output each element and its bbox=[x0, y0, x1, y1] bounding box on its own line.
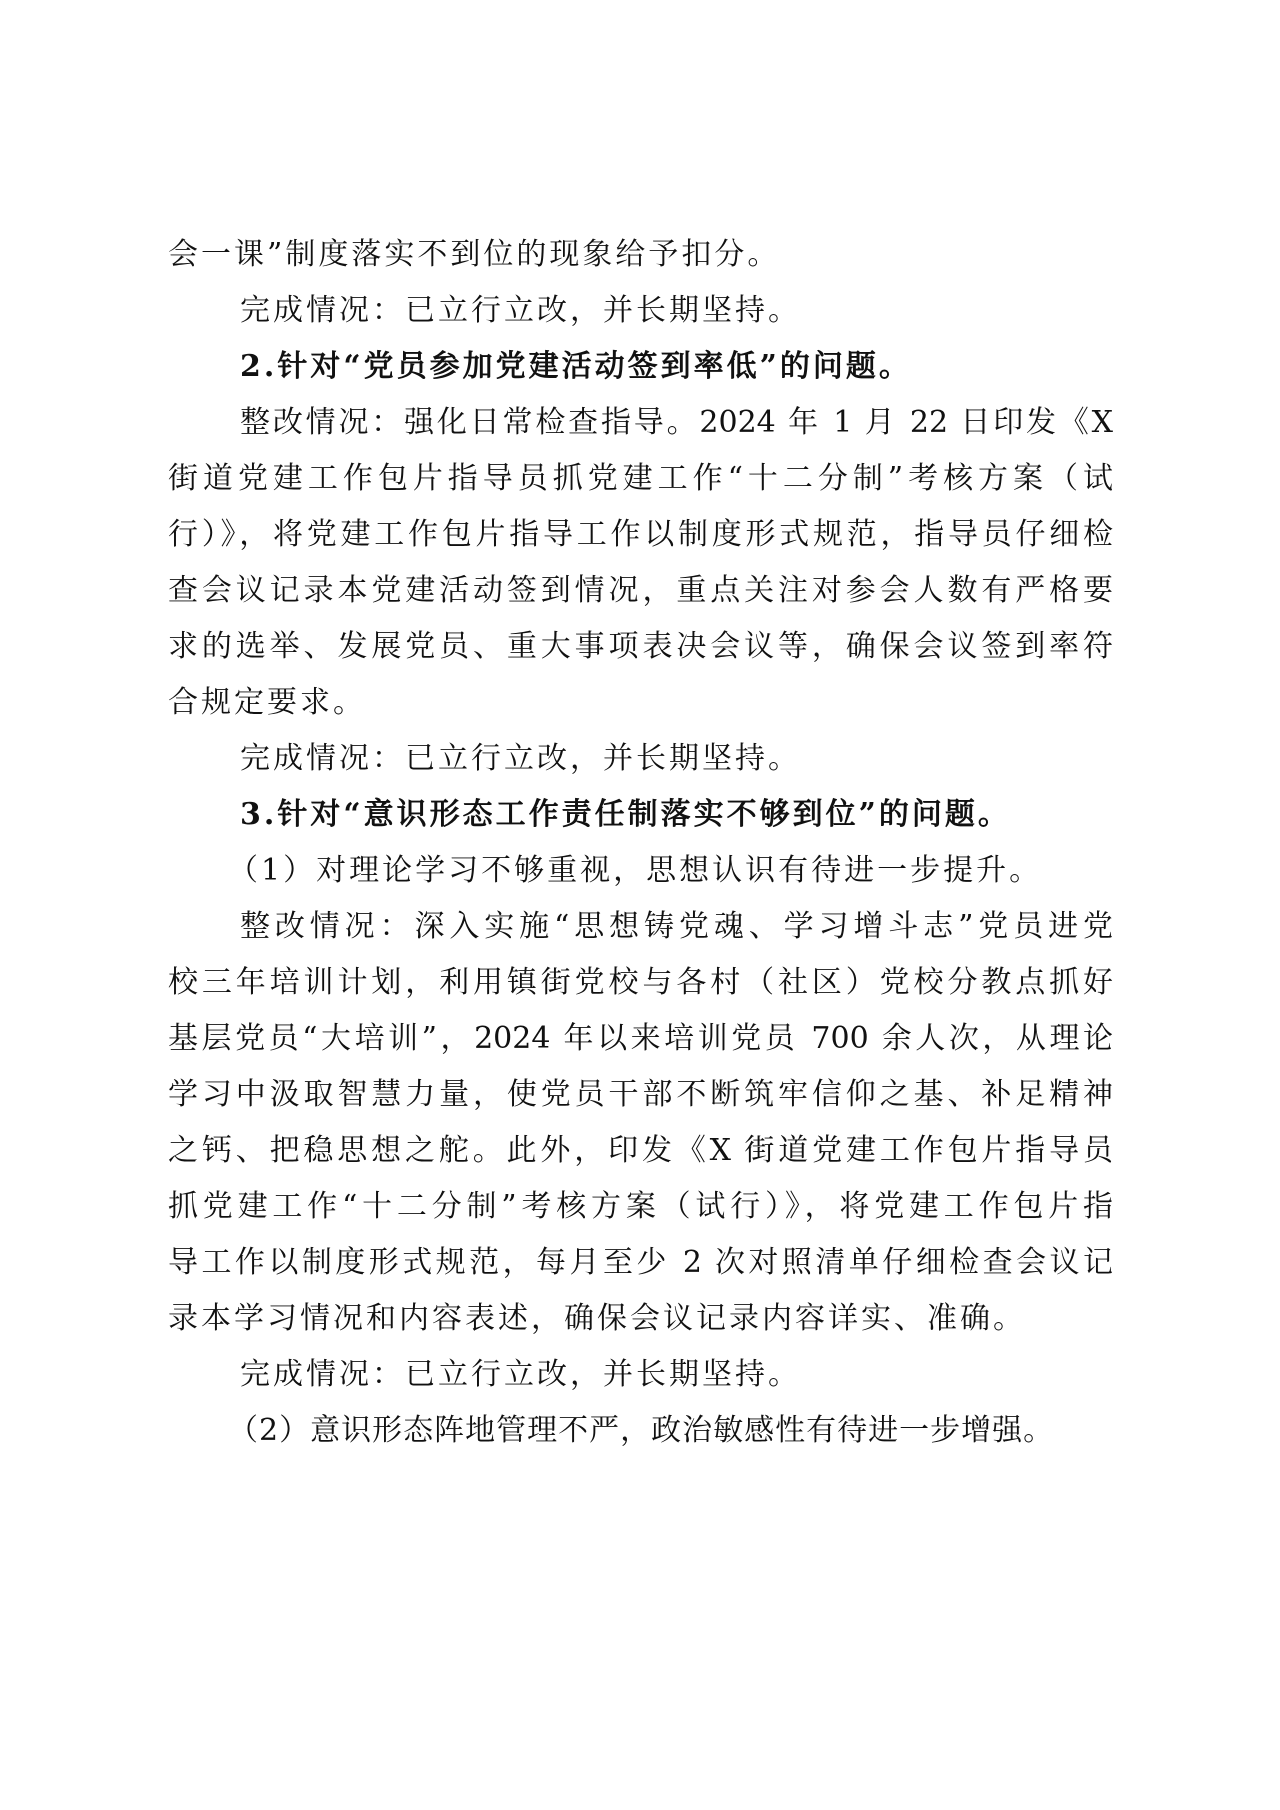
paragraph-line: 合规定要求。 bbox=[168, 685, 366, 720]
paragraph-line: 校三年培训计划，利用镇街党校与各村（社区）党校分教点抓好 bbox=[168, 965, 1113, 1000]
paragraph-line: 街道党建工作包片指导员抓党建工作“十二分制”考核方案（试 bbox=[168, 461, 1113, 496]
paragraph-line: 之钙、把稳思想之舵。此外，印发《X 街道党建工作包片指导员 bbox=[168, 1133, 1113, 1168]
section-heading-2: 2.针对“党员参加党建活动签到率低”的问题。 bbox=[240, 349, 912, 384]
paragraph-line: 查会议记录本党建活动签到情况，重点关注对参会人数有严格要 bbox=[168, 573, 1113, 608]
subsection-heading-2: （2）意识形态阵地管理不严，政治敏感性有待进一步增强。 bbox=[228, 1413, 1055, 1448]
paragraph-line: 导工作以制度形式规范，每月至少 2 次对照清单仔细检查会议记 bbox=[168, 1245, 1113, 1280]
completion-status-line: 完成情况：已立行立改，并长期坚持。 bbox=[240, 293, 801, 328]
paragraph-line: 学习中汲取智慧力量，使党员干部不断筑牢信仰之基、补足精神 bbox=[168, 1077, 1113, 1112]
completion-status-line: 完成情况：已立行立改，并长期坚持。 bbox=[240, 1357, 801, 1392]
paragraph-line: 整改情况：深入实施“思想铸党魂、学习增斗志”党员进党 bbox=[240, 909, 1113, 944]
paragraph-line: 录本学习情况和内容表述，确保会议记录内容详实、准确。 bbox=[168, 1301, 1026, 1336]
paragraph-line: 整改情况：强化日常检查指导。2024 年 1 月 22 日印发《X bbox=[240, 405, 1113, 440]
paragraph-line: 基层党员“大培训”，2024 年以来培训党员 700 余人次，从理论 bbox=[168, 1021, 1113, 1056]
completion-status-line: 完成情况：已立行立改，并长期坚持。 bbox=[240, 741, 801, 776]
paragraph-line: 行）》，将党建工作包片指导工作以制度形式规范，指导员仔细检 bbox=[168, 517, 1113, 552]
paragraph-line: 会一课”制度落实不到位的现象给予扣分。 bbox=[168, 237, 781, 272]
subsection-heading-1: （1）对理论学习不够重视，思想认识有待进一步提升。 bbox=[228, 853, 1043, 888]
paragraph-line: 求的选举、发展党员、重大事项表决会议等，确保会议签到率符 bbox=[168, 629, 1113, 664]
paragraph-line: 抓党建工作“十二分制”考核方案（试行）》，将党建工作包片指 bbox=[168, 1189, 1113, 1224]
section-heading-3: 3.针对“意识形态工作责任制落实不够到位”的问题。 bbox=[240, 797, 1011, 832]
